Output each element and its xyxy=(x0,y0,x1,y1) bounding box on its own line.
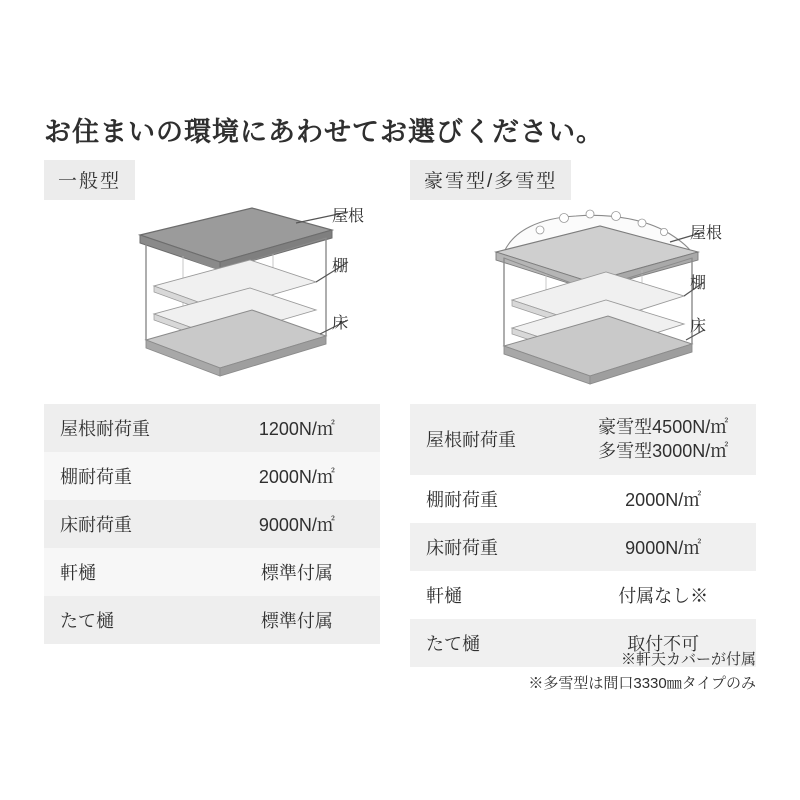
spec-value-line1: 豪雪型4500N/㎡ xyxy=(598,417,729,437)
table-row xyxy=(44,596,380,644)
spec-value: 2000N/㎡ xyxy=(214,452,380,500)
callout-general-shelf: 棚 xyxy=(332,258,349,275)
table-row xyxy=(44,452,380,500)
table-row xyxy=(44,500,380,548)
table-row xyxy=(410,475,756,523)
spec-key: 屋根耐荷重 xyxy=(410,404,570,475)
footnote-2: ※多雪型は間口3330㎜タイプのみ xyxy=(528,675,756,692)
spec-value: 1200N/㎡ xyxy=(214,404,380,452)
section-label-snow: 豪雪型/多雪型 xyxy=(410,160,571,200)
spec-value: 標準付属 xyxy=(214,548,380,596)
spec-key: たて樋 xyxy=(410,619,570,667)
footnotes xyxy=(410,648,756,696)
callout-general-floor: 床 xyxy=(332,315,349,332)
spec-key: 棚耐荷重 xyxy=(44,452,214,500)
spec-table-general xyxy=(44,404,380,644)
spec-table-snow xyxy=(410,404,756,667)
page-title: お住まいの環境にあわせてお選びください。 xyxy=(44,117,604,148)
spec-value: 標準付属 xyxy=(214,596,380,644)
spec-key: 軒樋 xyxy=(410,571,570,619)
spec-key: 床耐荷重 xyxy=(44,500,214,548)
table-row xyxy=(410,523,756,571)
spec-key: 棚耐荷重 xyxy=(410,475,570,523)
spec-value xyxy=(570,404,756,475)
spec-value: 9000N/㎡ xyxy=(570,523,756,571)
table-row xyxy=(44,548,380,596)
spec-key: 軒樋 xyxy=(44,548,214,596)
illustration-snow-type xyxy=(480,190,770,390)
spec-value: 付属なし※ xyxy=(570,571,756,619)
spec-value-line2: 多雪型3000N/㎡ xyxy=(598,441,729,462)
table-row xyxy=(44,404,380,452)
footnote-1: ※軒天カバーが付属 xyxy=(620,651,756,668)
spec-value: 取付不可 xyxy=(570,619,756,667)
callout-snow-floor: 床 xyxy=(690,318,707,335)
callout-snow-roof: 屋根 xyxy=(690,225,723,242)
section-label-general: 一般型 xyxy=(44,160,135,200)
callout-snow-shelf: 棚 xyxy=(690,275,707,292)
spec-key: たて樋 xyxy=(44,596,214,644)
callout-general-roof: 屋根 xyxy=(332,208,365,225)
spec-key: 床耐荷重 xyxy=(410,523,570,571)
table-row xyxy=(410,404,756,475)
table-row xyxy=(410,571,756,619)
spec-value: 9000N/㎡ xyxy=(214,500,380,548)
spec-value: 2000N/㎡ xyxy=(570,475,756,523)
spec-key: 屋根耐荷重 xyxy=(44,404,214,452)
